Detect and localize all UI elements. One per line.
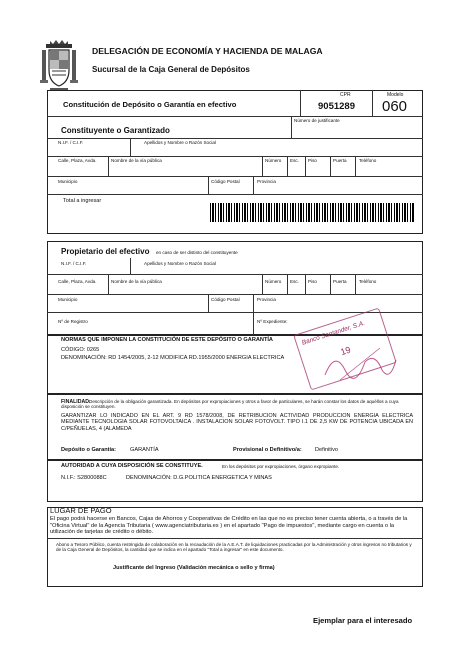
normas-heading: NORMAS QUE IMPONEN LA CONSTITUCIÓN DE ESTE DEPÓSITO O GARANTÍA xyxy=(61,337,273,343)
deposito-label: Depósito o Garantía: xyxy=(61,447,117,453)
stamp-line2: 19 xyxy=(339,344,352,358)
provisional-label: Provisional o Definitivo/a: xyxy=(233,447,302,453)
constituyente-heading: Constituyente o Garantizado xyxy=(61,126,170,135)
stamp-line1: Banco Santander, S.A. xyxy=(301,319,366,347)
propietario-heading-note: en caso de ser distinto del constituyente xyxy=(156,250,238,255)
prop-via-label: Nombre de la vía pública xyxy=(111,279,162,284)
modelo-label: Modelo xyxy=(387,92,404,98)
form-title: Constitución de Depósito o Garantía en efectivo xyxy=(63,100,237,109)
justificante-label: Justificante del Ingreso (Validación mecánica o sello y firma) xyxy=(113,565,275,571)
header-subtitle: Sucursal de la Caja General de Depósitos xyxy=(92,65,250,74)
prop-piso-label: Piso xyxy=(308,279,317,284)
numero-label: Número xyxy=(265,158,282,163)
normas-denominacion: DENOMINACIÓN: RD 1454/2005, 2-12 MODIFICA RD.1955/2000 ENERGIA ELECTRICA xyxy=(61,355,285,361)
expediente-label: Nº Expediente: xyxy=(257,319,288,324)
autoridad-denominacion: DENOMINACIÓN: D.G.POLITICA ENERGETICA Y MINAS xyxy=(126,475,272,481)
barcode xyxy=(210,203,415,222)
autoridad-note: En los depósitos por expropiaciones, órgano expropiante. xyxy=(222,464,340,469)
prop-nif-label: N.I.F. / C.I.F. xyxy=(61,261,87,266)
esc-label: Esc. xyxy=(290,158,299,163)
prop-telefono-label: Teléfono xyxy=(359,279,377,284)
ejemplar-label: Ejemplar para el interesado xyxy=(313,616,413,625)
puerta-label: Puerta xyxy=(333,158,347,163)
prop-provincia-label: Provincia xyxy=(257,297,276,302)
prop-puerta-label: Puerta xyxy=(333,279,347,284)
piso-label: Piso xyxy=(308,158,317,163)
provincia-label: Provincia xyxy=(257,179,276,184)
calle-label: Calle, Plaza, Avda. xyxy=(58,158,97,163)
autoridad-heading: AUTORIDAD A CUYA DISPOSICIÓN SE CONSTITUYE. xyxy=(61,463,203,469)
total-label: Total a ingresar xyxy=(63,198,102,204)
header-title: DELEGACIÓN DE ECONOMÍA Y HACIENDA DE MALAGA xyxy=(92,46,323,56)
finalidad-note: Descripción de la obligación garantizada. En depósitos por expropiaciones y otros a favor de particulares, se harán constar los datos de aquéllos a cuya disposición se constituyen. xyxy=(61,399,399,410)
name-label: Apellidos y Nombre o Razón Social xyxy=(144,140,217,145)
via-label: Nombre de la vía pública xyxy=(111,158,162,163)
prop-municipio-label: Municipio xyxy=(58,297,78,302)
registro-label: Nº de Registro xyxy=(58,319,88,324)
cpr-value: 9051289 xyxy=(318,101,355,112)
finalidad-heading: FINALIDAD. xyxy=(61,399,91,405)
prop-esc-label: Esc. xyxy=(290,279,299,284)
telefono-label: Teléfono xyxy=(359,158,377,163)
autoridad-nif: N.I.F.: S2800088C xyxy=(61,475,107,481)
coat-of-arms-icon xyxy=(40,38,78,94)
deposito-value: GARANTÍA xyxy=(130,447,159,453)
signature-scribble xyxy=(320,340,400,390)
nif-label: N.I.F. / C.I.F. xyxy=(58,140,84,145)
pago-heading: LUGAR DE PAGO xyxy=(50,506,112,515)
prop-calle-label: Calle, Plaza, Avda. xyxy=(58,279,97,284)
normas-codigo: CÓDIGO: 0265 xyxy=(61,347,100,353)
prop-name-label: Apellidos y Nombre o Razón Social xyxy=(144,261,217,266)
cp-label: Código Postal xyxy=(211,179,240,184)
modelo-value: 060 xyxy=(382,98,408,115)
finalidad-text: GARANTIZAR LO INDICADO EN EL ART. 9 RD 1578/2008, DE RETRIBUCION ACTIVIDAD PRODUCCION ENERGIA ELECTRICA MEDIANTE TECNOLOGIA SOLAR FOTOVOLTAICA . INSTALACION SOLAR FOTOVOLT. TIPO I.1 DE 2,5 KW DE POTENCIA UBICADA EN C/PEÑUELAS, 4 (ALAMEDA xyxy=(61,413,413,432)
cpr-label: CPR xyxy=(340,92,351,98)
propietario-heading: Propietario del efectivo xyxy=(61,247,150,256)
pago-text: El pago podrá hacerse en Bancos, Cajas de Ahorros y Cooperativas de Crédito en las que no es preciso tener cuenta abierta, o a través de la "Oficina Virtual" de la Agencia Tributaria ( www.agenciatributaria.es ) en el apartado "Pago de impuestos", mediante cargo en cuenta o la utilización de tarjetas de crédito o débito. xyxy=(50,516,408,536)
provisional-value: Definitivo xyxy=(315,447,339,453)
prop-cp-label: Código Postal xyxy=(211,297,240,302)
numero-justificante-label: Número de justificante xyxy=(294,118,340,123)
pago-abono: Abono a Tesoro Público, cuenta restringida de colaboración en la recaudación de la A.E.A.T. de liquidaciones practicadas por la Administración y otros ingresos no tributarios y de la Caja General de Depósitos, la cantidad que se indica en el apartado "Total a ingresar" en este documento. xyxy=(56,542,412,553)
municipio-label: Municipio xyxy=(58,179,78,184)
finalidad-frame xyxy=(47,394,423,460)
prop-numero-label: Número xyxy=(265,279,282,284)
